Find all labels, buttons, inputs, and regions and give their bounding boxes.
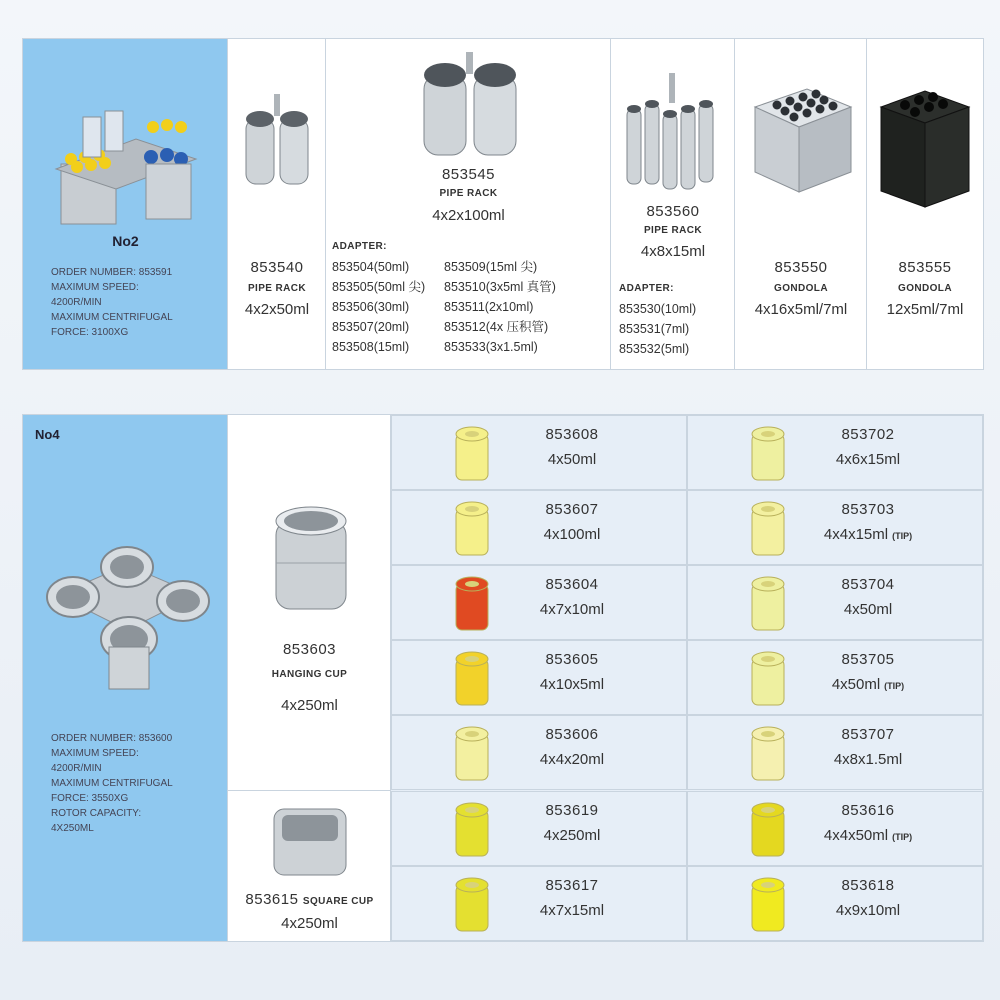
adapter-item-853617 <box>391 866 687 941</box>
item-code: 853560 <box>646 203 700 220</box>
item-label: GONDOLA <box>898 283 952 294</box>
item-spec-value: 4x250ml <box>543 826 601 844</box>
item-853545 <box>326 39 611 369</box>
item-spec: 4x2x50ml <box>244 301 310 318</box>
item-code: 853704 <box>841 576 895 594</box>
no2-panel <box>22 38 984 370</box>
tip-label: (TIP) <box>884 681 905 692</box>
adapter-entry: 853533(3x1.5ml) <box>444 340 538 354</box>
item-label: GONDOLA <box>774 283 828 294</box>
no2-speed-value: 4200R/MIN <box>51 297 102 308</box>
gondola-black-image <box>875 77 975 217</box>
item-spec: 4x8x15ml <box>640 243 706 260</box>
item-spec-value: 4x50ml <box>547 451 597 468</box>
no2-speed-label: MAXIMUM SPEED: <box>51 282 139 293</box>
adapter-entry: 853507(20ml) <box>332 320 410 334</box>
pipe-rack-2x100-image <box>416 47 526 162</box>
item-spec-value: 4x6x15ml <box>835 451 901 468</box>
item-spec <box>788 526 948 543</box>
adapter-item-853606 <box>391 715 687 790</box>
adapter-item-853616 <box>687 791 983 866</box>
item-label: PIPE RACK <box>643 225 703 236</box>
item-spec-value: 4x4x20ml <box>539 751 605 769</box>
item-code: 853616 <box>841 801 895 819</box>
item-code: 853550 <box>774 259 828 276</box>
item-853550 <box>735 39 867 369</box>
item-spec <box>788 601 948 618</box>
no4-speed-value: 4200R/MIN <box>51 763 102 774</box>
adapter-item-853604 <box>391 565 687 640</box>
item-spec-value: 4x50ml <box>831 676 881 694</box>
no4-order-number: ORDER NUMBER: 853600 <box>51 733 173 744</box>
item-spec <box>788 827 948 844</box>
hanging-cup-cell <box>228 415 391 791</box>
adapter-title: ADAPTER: <box>619 283 674 294</box>
item-code: 853608 <box>545 426 599 443</box>
item-spec <box>492 827 652 844</box>
no2-order-number: ORDER NUMBER: 853591 <box>51 267 173 278</box>
adapter-entry: 853505(50ml 尖) <box>332 280 426 294</box>
adapter-item-853705 <box>687 640 983 715</box>
item-label: PIPE RACK <box>439 188 498 199</box>
rotor-no4-image <box>37 535 217 695</box>
item-code: 853604 <box>545 576 599 594</box>
pipe-rack-8x15-image <box>619 69 727 199</box>
adapter-entry: 853532(5ml) <box>619 342 690 356</box>
item-code: 853705 <box>841 651 895 669</box>
adapter-item-853608 <box>391 415 687 490</box>
hanging-cup-image <box>266 503 356 618</box>
item-spec: 4x2x100ml <box>432 207 505 224</box>
no4-speed-label: MAXIMUM SPEED: <box>51 748 139 759</box>
no2-intro <box>23 39 228 369</box>
item-spec <box>492 451 652 468</box>
item-853555 <box>867 39 983 369</box>
item-spec-value: 4x100ml <box>543 526 601 544</box>
item-spec-value: 4x9x10ml <box>835 901 901 919</box>
item-code: 853540 <box>250 259 304 276</box>
item-spec <box>492 601 652 618</box>
adapter-entry: 853506(30ml) <box>332 300 410 314</box>
item-spec <box>788 676 948 693</box>
adapter-entry: 853511(2x10ml) <box>444 300 534 314</box>
item-spec <box>788 902 948 919</box>
item-spec: 4x250ml <box>281 915 338 932</box>
item-spec: 4x250ml <box>281 697 338 714</box>
adapter-grid <box>391 415 983 941</box>
tip-label: (TIP) <box>892 531 913 542</box>
adapter-list <box>619 299 696 359</box>
gondola-silver-image <box>747 67 857 197</box>
no4-force-label: MAXIMUM CENTRIFUGAL <box>51 778 173 789</box>
item-code: 853707 <box>841 726 895 744</box>
item-spec: 4x16x5ml/7ml <box>754 301 848 318</box>
item-code: 853703 <box>841 501 895 519</box>
item-spec-value: 4x4x15ml <box>823 526 889 544</box>
adapter-entry: 853530(10ml) <box>619 302 697 316</box>
item-label: HANGING CUP <box>271 669 348 680</box>
adapter-list <box>332 257 608 357</box>
item-spec <box>788 451 948 468</box>
item-code: 853606 <box>545 726 599 744</box>
item-code: 853603 <box>282 641 337 658</box>
item-spec-value: 4x7x10ml <box>539 601 605 619</box>
no2-title: No2 <box>112 233 139 249</box>
no4-force-value: FORCE: 3550XG <box>51 793 129 804</box>
no4-capacity-label: ROTOR CAPACITY: <box>51 808 142 819</box>
item-spec <box>492 676 652 693</box>
adapter-entry: 853510(3x5ml 真管) <box>444 280 556 294</box>
adapter-item-853703 <box>687 490 983 565</box>
adapter-entry: 853508(15ml) <box>332 340 410 354</box>
adapter-item-853704 <box>687 565 983 640</box>
item-spec-value: 4x7x15ml <box>539 901 605 919</box>
item-code: 853615 <box>245 891 299 908</box>
item-code: 853555 <box>898 259 952 276</box>
adapter-entry: 853504(50ml) <box>332 260 410 274</box>
item-label: SQUARE CUP <box>302 896 374 907</box>
no2-force-label: MAXIMUM CENTRIFUGAL <box>51 312 173 323</box>
item-spec-value: 4x10x5ml <box>539 676 605 694</box>
item-spec <box>492 526 652 543</box>
adapter-entry: 853509(15ml 尖) <box>444 260 538 274</box>
item-code: 853702 <box>841 426 895 443</box>
item-code: 853605 <box>545 651 599 669</box>
adapter-item-853605 <box>391 640 687 715</box>
no4-intro <box>23 415 228 941</box>
item-853560 <box>611 39 735 369</box>
item-code: 853618 <box>841 876 895 894</box>
adapter-item-853619 <box>391 791 687 866</box>
pipe-rack-2x50-image <box>236 94 318 194</box>
square-cup-image <box>268 801 352 881</box>
adapter-item-853618 <box>687 866 983 941</box>
item-spec <box>492 902 652 919</box>
item-code: 853607 <box>545 501 599 519</box>
square-cup-cell <box>228 791 391 941</box>
no4-capacity-value: 4X250ML <box>51 823 94 834</box>
no2-force-value: FORCE: 3100XG <box>51 327 129 338</box>
adapter-item-853707 <box>687 715 983 790</box>
item-spec-value: 4x8x1.5ml <box>833 751 903 769</box>
item-spec <box>492 751 652 768</box>
item-spec: 12x5ml/7ml <box>886 301 964 318</box>
item-code: 853545 <box>441 166 496 183</box>
item-spec <box>788 751 948 768</box>
item-code: 853617 <box>545 876 599 894</box>
item-853540 <box>228 39 326 369</box>
adapter-entry: 853531(7ml) <box>619 322 690 336</box>
item-spec-value: 4x4x50ml <box>823 826 889 844</box>
adapter-entry: 853512(4x 压积管) <box>444 320 549 334</box>
adapter-item-853607 <box>391 490 687 565</box>
no4-panel <box>22 414 984 942</box>
item-label: PIPE RACK <box>247 283 307 294</box>
tip-label: (TIP) <box>892 831 913 842</box>
no4-title: No4 <box>35 427 60 442</box>
item-code: 853619 <box>545 801 599 819</box>
adapter-item-853702 <box>687 415 983 490</box>
item-spec-value: 4x50ml <box>843 601 893 619</box>
rotor-no2-image <box>41 79 211 239</box>
adapter-title: ADAPTER: <box>332 241 387 252</box>
